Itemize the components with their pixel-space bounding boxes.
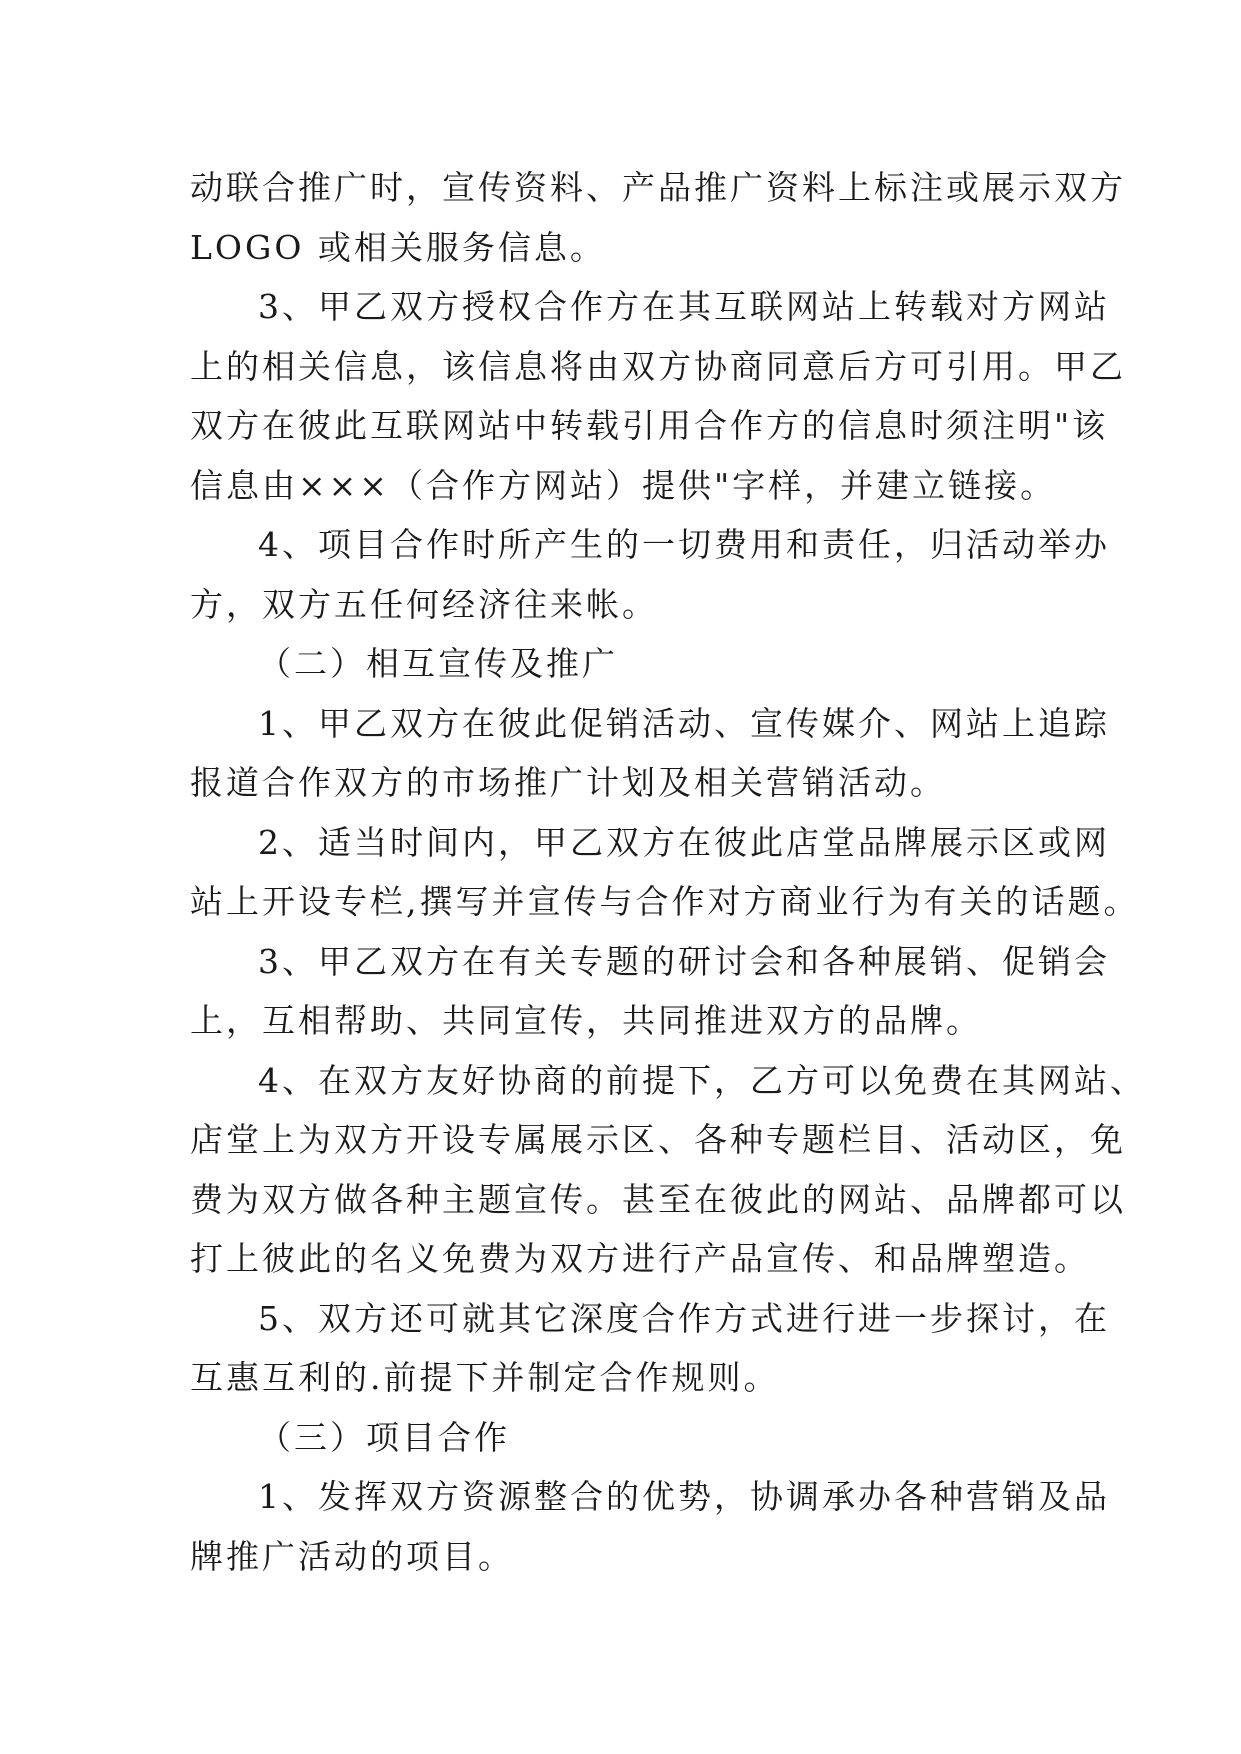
paragraph-line: 上的相关信息，该信息将由双方协商同意后方可引用。甲乙 xyxy=(190,346,1126,386)
paragraph-line: 费为双方做各种主题宣传。甚至在彼此的网站、品牌都可以 xyxy=(190,1179,1126,1219)
paragraph-line: 5、双方还可就其它深度合作方式进行进一步探讨，在 xyxy=(258,1298,1110,1338)
section-heading: （二）相互宣传及推广 xyxy=(258,644,618,683)
paragraph-line: 打上彼此的名义免费为双方进行产品宣传、和品牌塑造。 xyxy=(190,1239,1090,1278)
paragraph-line: 方，双方五任何经济往来帐。 xyxy=(190,584,658,624)
paragraph-line: 牌推广活动的项目。 xyxy=(190,1536,514,1576)
paragraph-line: 4、在双方友好协商的前提下，乙方可以免费在其网站、 xyxy=(258,1060,1146,1100)
paragraph-line: 3、甲乙双方授权合作方在其互联网站上转载对方网站 xyxy=(258,287,1110,326)
paragraph-line: 动联合推广时，宣传资料、产品推广资料上标注或展示双方 xyxy=(190,168,1126,207)
paragraph-line: 4、项目合作时所产生的一切费用和责任，归活动举办 xyxy=(258,525,1110,564)
paragraph-line: 互惠互利的.前提下并制定合作规则。 xyxy=(190,1358,780,1397)
paragraph-line: 报道合作双方的市场推广计划及相关营销活动。 xyxy=(190,763,946,802)
paragraph-line: 3、甲乙双方在有关专题的研讨会和各种展销、促销会 xyxy=(258,941,1110,981)
document-body xyxy=(190,158,1146,1586)
paragraph-line: 2、适当时间内，甲乙双方在彼此店堂品牌展示区或网 xyxy=(258,822,1110,862)
paragraph-line: 1、甲乙双方在彼此促销活动、宣传媒介、网站上追踪 xyxy=(258,703,1110,743)
paragraph-line: 站上开设专栏,撰写并宣传与合作对方商业行为有关的话题。 xyxy=(190,882,1140,921)
paragraph-line: 1、发挥双方资源整合的优势，协调承办各种营销及品 xyxy=(258,1477,1110,1516)
section-heading: （三）项目合作 xyxy=(258,1417,510,1457)
paragraph-line: LOGO 或相关服务信息。 xyxy=(190,227,606,267)
paragraph-line: 店堂上为双方开设专属展示区、各种专题栏目、活动区，免 xyxy=(190,1120,1126,1159)
paragraph-line: 上，互相帮助、共同宣传，共同推进双方的品牌。 xyxy=(190,1001,982,1040)
paragraph-line: 双方在彼此互联网站中转载引用合作方的信息时须注明"该 xyxy=(190,406,1109,445)
paragraph-line: 信息由×××（合作方网站）提供"字样，并建立链接。 xyxy=(190,465,1057,505)
